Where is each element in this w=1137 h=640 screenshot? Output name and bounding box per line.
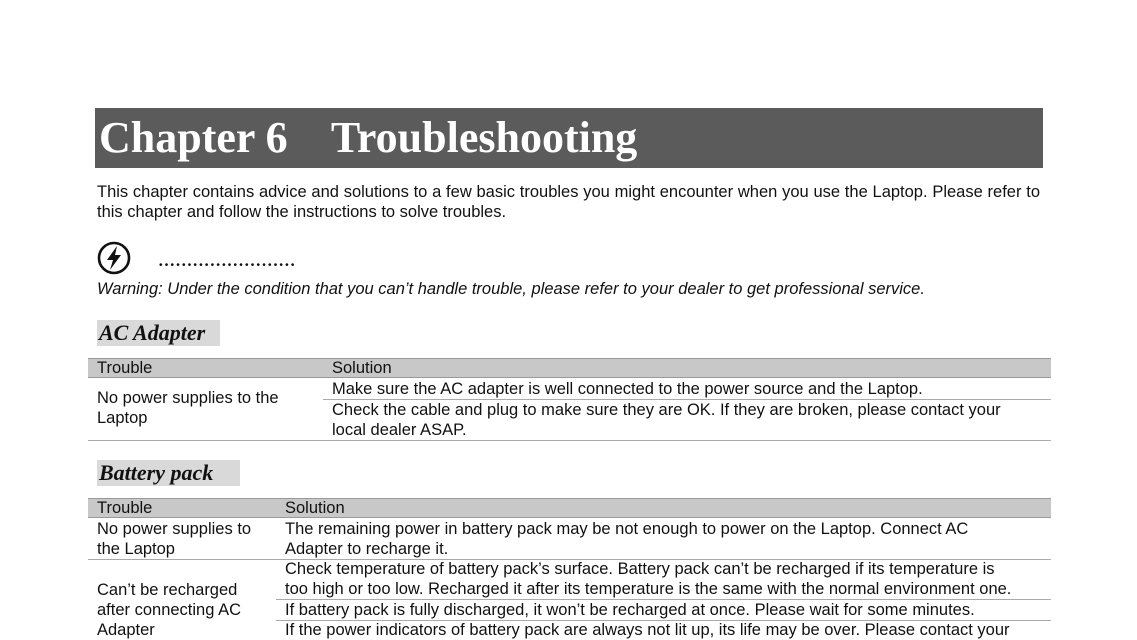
solution-line: Make sure the AC adapter is well connected to the power source and the Laptop. bbox=[332, 380, 923, 398]
header-trouble: Trouble bbox=[97, 359, 153, 377]
solution-line: Check the cable and plug to make sure they are OK. If they are broken, please contact your bbox=[332, 401, 1001, 419]
solution-line: If the power indicators of battery pack are always not lit up, its life may be over. Please contact your bbox=[285, 621, 1010, 639]
trouble-line: Can’t be recharged bbox=[97, 581, 238, 599]
table-bottom-rule bbox=[88, 440, 1051, 441]
header-solution: Solution bbox=[285, 499, 345, 517]
warning-text: Warning: Under the condition that you can’t handle trouble, please refer to your dealer to get professional service. bbox=[97, 280, 925, 298]
header-solution: Solution bbox=[332, 359, 392, 377]
battery-pack-table bbox=[88, 498, 1051, 640]
trouble-line: the Laptop bbox=[97, 540, 175, 558]
trouble-line: Laptop bbox=[97, 409, 148, 427]
solution-line: Adapter to recharge it. bbox=[285, 540, 449, 558]
battery-pack-heading: Battery pack bbox=[97, 460, 240, 486]
intro-paragraph: This chapter contains advice and solutions to a few basic troubles you might encounter when you use the Laptop. Please refer to this chapter and follow the instructions to solve troubles. bbox=[97, 183, 1040, 221]
solution-line: Check temperature of battery pack’s surface. Battery pack can’t be recharged if its temperature is bbox=[285, 560, 995, 578]
solution-line: The remaining power in battery pack may be not enough to power on the Laptop. Connect AC bbox=[285, 520, 969, 538]
warning-dots: …………………… bbox=[158, 251, 296, 270]
trouble-line: Adapter bbox=[97, 621, 155, 639]
solution-line: local dealer ASAP. bbox=[332, 421, 467, 439]
header-trouble: Trouble bbox=[97, 499, 153, 517]
lightning-warning-icon bbox=[97, 241, 131, 275]
table-header bbox=[88, 358, 1051, 378]
chapter-title-bar: Chapter 6 Troubleshooting bbox=[95, 108, 1043, 168]
trouble-line: No power supplies to bbox=[97, 520, 252, 538]
ac-adapter-heading: AC Adapter bbox=[97, 320, 220, 346]
solution-line: too high or too low. Recharged it after its temperature is the same with the normal environment one. bbox=[285, 580, 1012, 598]
solution-line: If battery pack is fully discharged, it won’t be recharged at once. Please wait for some minutes. bbox=[285, 601, 975, 619]
ac-adapter-table bbox=[88, 358, 1051, 442]
trouble-line: No power supplies to the bbox=[97, 389, 279, 407]
trouble-line: after connecting AC bbox=[97, 601, 242, 619]
table-header bbox=[88, 498, 1051, 518]
